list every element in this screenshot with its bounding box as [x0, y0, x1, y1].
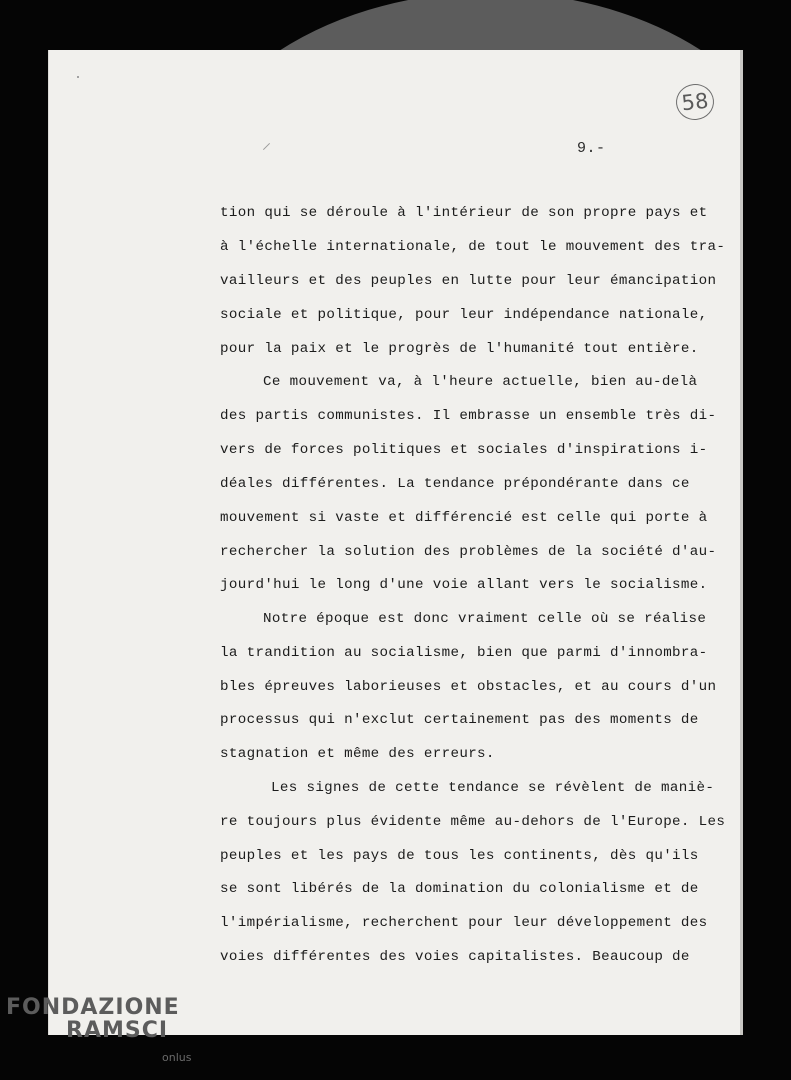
text-line: mouvement si vaste et différencié est celle qui porte à [220, 510, 708, 526]
text-line: stagnation et même des erreurs. [220, 746, 495, 762]
page-number: 9.- [577, 140, 606, 157]
watermark-line-1: FONDAZIONE [6, 995, 180, 1020]
text-line: Ce mouvement va, à l'heure actuelle, bien au-delà [263, 374, 698, 390]
text-line: pour la paix et le progrès de l'humanité tout entière. [220, 341, 699, 357]
text-line: déales différentes. La tendance prépondérante dans ce [220, 476, 690, 492]
text-line: bles épreuves laborieuses et obstacles, et au cours d'un [220, 679, 717, 695]
text-line: rechercher la solution des problèmes de la société d'au- [220, 544, 717, 560]
text-line: processus qui n'exclut certainement pas des moments de [220, 712, 699, 728]
text-line: voies différentes des voies capitalistes. Beaucoup de [220, 949, 690, 965]
text-line: sociale et politique, pour leur indépendance nationale, [220, 307, 708, 323]
text-line: Notre époque est donc vraiment celle où se réalise [263, 611, 707, 627]
text-line: vers de forces politiques et sociales d'inspirations i- [220, 442, 708, 458]
text-line: l'impérialisme, recherchent pour leur développement des [220, 915, 708, 931]
watermark-line-2: RAMSCI [66, 1018, 169, 1043]
fondazione-gramsci-watermark [6, 996, 180, 1042]
text-line: vailleurs et des peuples en lutte pour leur émancipation [220, 273, 717, 289]
text-line: à l'échelle internationale, de tout le mouvement des tra- [220, 239, 726, 255]
text-line: des partis communistes. Il embrasse un ensemble très di- [220, 408, 717, 424]
text-line: Les signes de cette tendance se révèlent de maniè- [271, 780, 715, 796]
text-line: re toujours plus évidente même au-dehors de l'Europe. Les [220, 814, 726, 830]
text-line: jourd'hui le long d'une voie allant vers le socialisme. [220, 577, 708, 593]
archive-number-stamp: 58 [674, 82, 716, 122]
text-line: tion qui se déroule à l'intérieur de son propre pays et [220, 205, 708, 221]
page-edge [740, 50, 743, 1035]
ink-dot [77, 76, 79, 78]
text-line: la trandition au socialisme, bien que parmi d'innombra- [220, 645, 708, 661]
text-line: peuples et les pays de tous les continents, dès qu'ils [220, 848, 699, 864]
text-line: se sont libérés de la domination du colonialisme et de [220, 881, 699, 897]
watermark-suffix: onlus [162, 1051, 192, 1064]
